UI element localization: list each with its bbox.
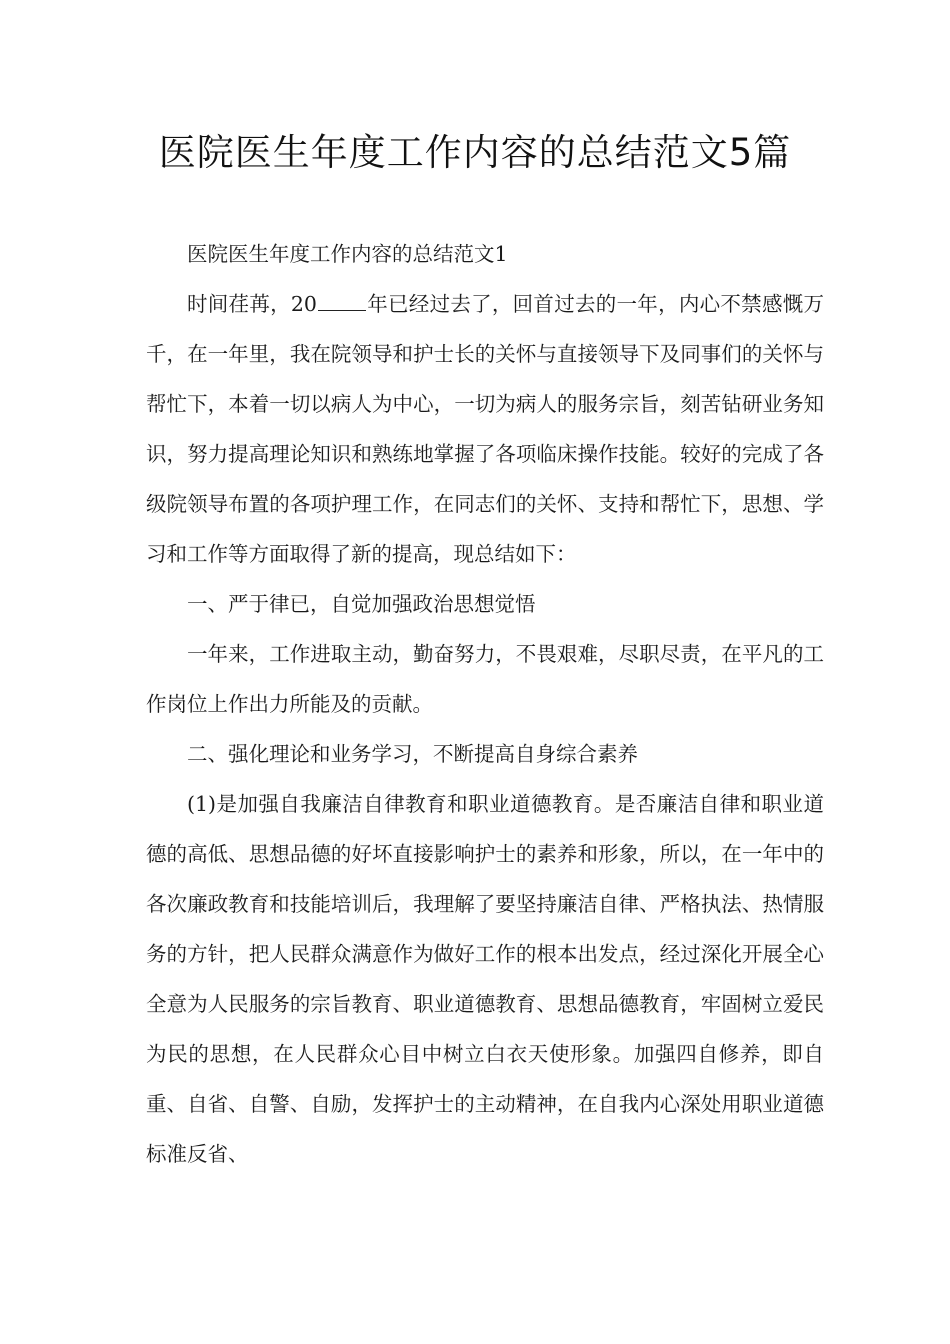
- section-2-heading: 二、强化理论和业务学习，不断提高自身综合素养: [187, 742, 638, 766]
- intro-paragraph: [146, 279, 824, 579]
- section-2-item-1: (1)是加强自我廉洁自律教育和职业道德教育。是否廉洁自律和职业道德的高低、思想品德的好坏直接影响护士的素养和形象，所以，在一年中的各次廉政教育和技能培训后，我理解了要坚持廉洁自律、严格执法、热情服务的方针，把人民群众满意作为做好工作的根本出发点，经过深化开展全心全意为人民服务的宗旨教育、职业道德教育、思想品德教育，牢固树立爱民为民的思想，在人民群众心目中树立白衣天使形象。加强四自修养，即自重、自省、自警、自励，发挥护士的主动精神，在自我内心深处用职业道德标准反省、: [146, 792, 824, 1166]
- intro-text-start: 时间荏苒，20: [187, 292, 317, 316]
- intro-text-rest: 年已经过去了，回首过去的一年，内心不禁感慨万千，在一年里，我在院领导和护士长的关怀与直接领导下及同事们的关怀与帮忙下，本着一切以病人为中心，一切为病人的服务宗旨，刻苦钻研业务知识，努力提高理论知识和熟练地掌握了各项临床操作技能。较好的完成了各级院领导布置的各项护理工作，在同志们的关怀、支持和帮忙下，思想、学习和工作等方面取得了新的提高，现总结如下：: [146, 292, 825, 566]
- section-1-heading: 一、严于律已，自觉加强政治思想觉悟: [187, 592, 536, 616]
- document-body: [146, 229, 824, 1179]
- document-title: 医院医生年度工作内容的总结范文5篇: [158, 131, 792, 174]
- year-blank: [318, 290, 366, 311]
- subheading: 医院医生年度工作内容的总结范文1: [187, 242, 508, 266]
- section-1-body: 一年来，工作进取主动，勤奋努力，不畏艰难，尽职尽责，在平凡的工作岗位上作出力所能及的贡献。: [146, 642, 824, 716]
